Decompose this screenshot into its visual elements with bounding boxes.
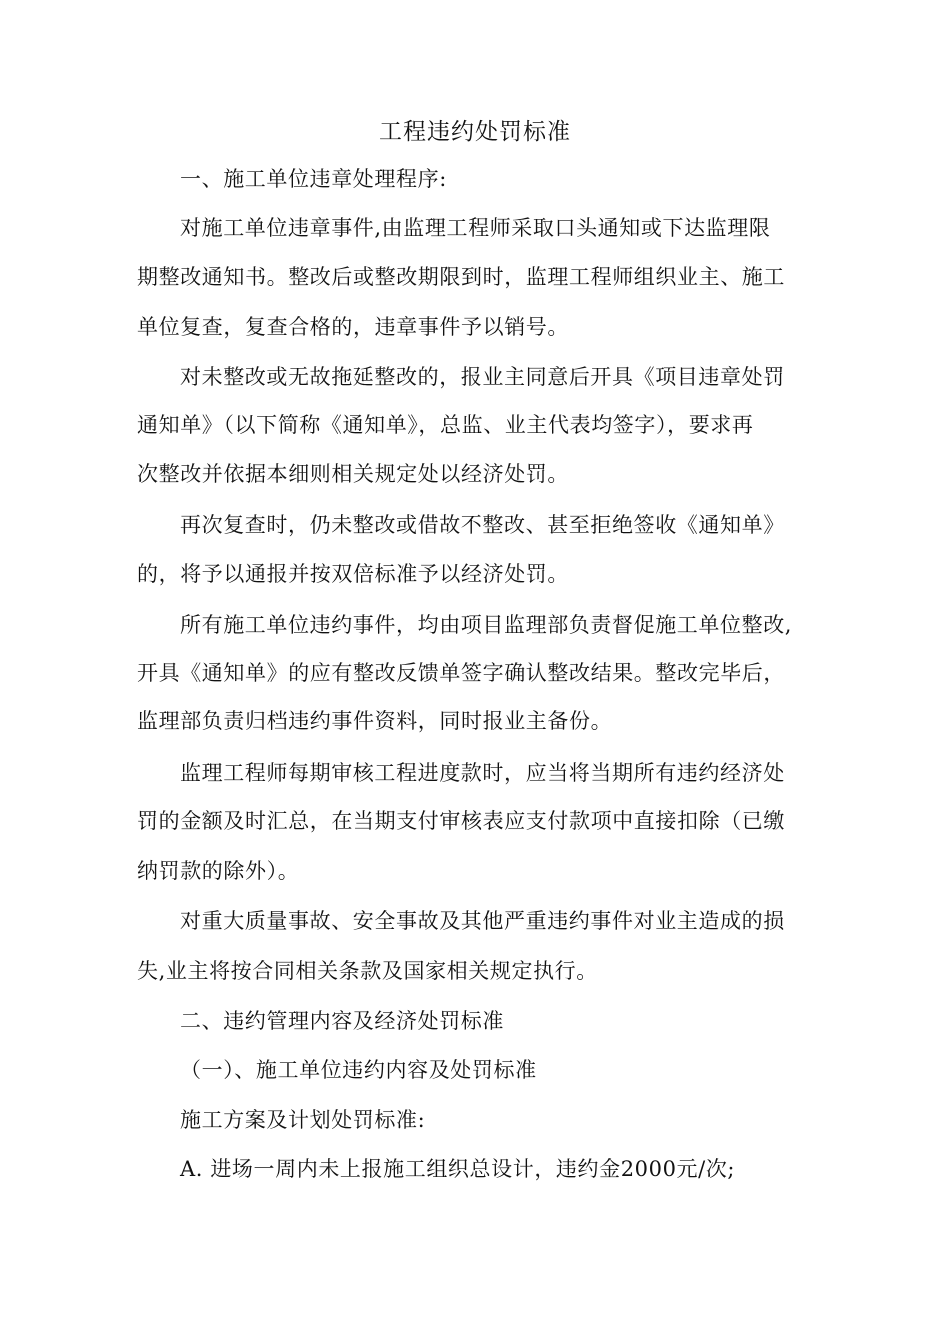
- subsection-heading: （一）、施工单位违约内容及处罚标准: [180, 1058, 537, 1082]
- paragraph-line: 监理工程师每期审核工程进度款时，应当将当期所有违约经济处: [180, 761, 785, 785]
- paragraph-line: 次整改并依据本细则相关规定处以经济处罚。: [137, 462, 569, 486]
- paragraph-line: 所有施工单位违约事件，均由项目监理部负责督促施工单位整改,: [180, 613, 793, 637]
- paragraph-line: 对重大质量事故、安全事故及其他严重违约事件对业主造成的损: [180, 909, 785, 933]
- paragraph-line: 纳罚款的除外）。: [137, 859, 300, 883]
- subsection-label: 施工方案及计划处罚标准:: [180, 1108, 426, 1132]
- paragraph-line: 通知单》（以下简称《通知单》，总监、业主代表均签字），要求再: [137, 413, 754, 437]
- document-title: 工程违约处罚标准: [379, 119, 571, 145]
- paragraph-line: 对施工单位违章事件,由监理工程师采取口头通知或下达监理限: [180, 216, 771, 240]
- paragraph-line: 的，将予以通报并按双倍标准予以经济处罚。: [137, 562, 569, 586]
- section-heading-2: 二、违约管理内容及经济处罚标准: [180, 1009, 504, 1033]
- paragraph-line: 期整改通知书。整改后或整改期限到时，监理工程师组织业主、施工: [137, 265, 785, 289]
- paragraph-line: 失,业主将按合同相关条款及国家相关规定执行。: [137, 959, 598, 983]
- paragraph-line: 再次复查时，仍未整改或借故不整改、甚至拒绝签收《通知单》: [180, 513, 785, 537]
- paragraph-line: 罚的金额及时汇总，在当期支付审核表应支付款项中直接扣除（已缴: [137, 809, 785, 833]
- paragraph-line: 单位复查，复查合格的，违章事件予以销号。: [137, 315, 569, 339]
- paragraph-line: 开具《通知单》的应有整改反馈单签字确认整改结果。整改完毕后，: [137, 661, 785, 685]
- section-heading-1: 一、施工单位违章处理程序:: [180, 167, 447, 191]
- list-item: A. 进场一周内未上报施工组织总设计，违约金2000元/次;: [180, 1157, 736, 1181]
- paragraph-line: 对未整改或无故拖延整改的，报业主同意后开具《项目违章处罚: [180, 365, 785, 389]
- paragraph-line: 监理部负责归档违约事件资料，同时报业主备份。: [137, 709, 613, 733]
